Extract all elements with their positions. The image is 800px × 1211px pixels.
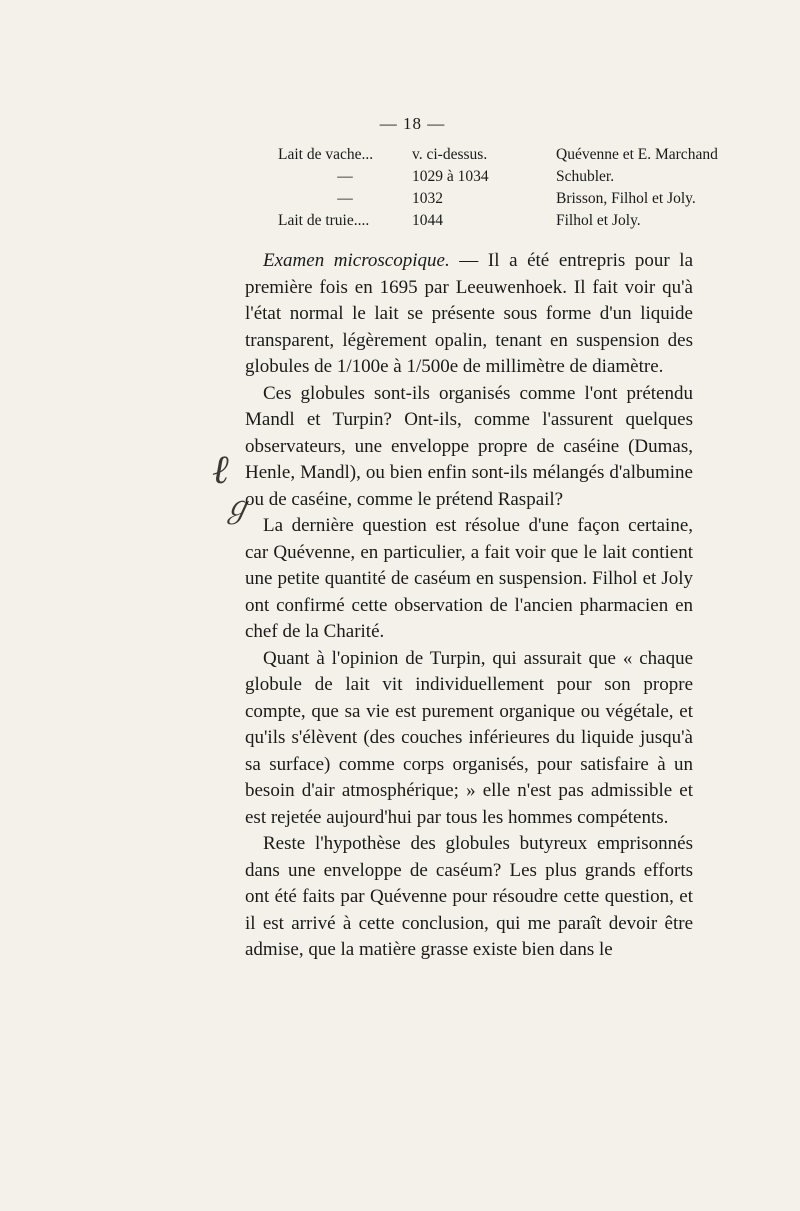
table-cell-subject: — [337,190,353,207]
table-cell-value: 1029 à 1034 [412,168,489,185]
table-cell-subject: Lait de truie.... [278,212,370,229]
body-text [245,248,693,964]
table-cell-author: Schubler. [556,168,615,185]
paragraph: Quant à l'opinion de Turpin, qui assurait que « chaque globule de lait vit individuellement pour son propre compte, que sa vie est purement organique ou végétale, et qu'ils s'élèvent (des couches inférieures du liquide jusqu'à sa surface) comme corps organisés, pour satisfaire à un besoin d'air atmosphérique; » elle n'est pas admissible et est rejetée aujourd'hui par tous les hommes compétents. [245,647,693,828]
page-number: — 18 — [379,114,446,133]
table-row [278,164,726,186]
paragraph: La dernière question est résolue d'une façon certaine, car Quévenne, en particulier, a fait voir que le lait contient une petite quantité de caséum en suspension. Filhol et Joly ont confirmé cette observation de l'ancien pharmacien en chef de la Charité. [245,515,693,642]
table-cell-value: v. ci-dessus. [412,146,488,163]
table-cell-author: Brisson, Filhol et Joly. [556,190,696,207]
table-cell-author: Filhol et Joly. [556,212,641,229]
paragraph [245,248,693,381]
paragraph: Reste l'hypothèse des globules butyreux emprisonnés dans une enveloppe de caséum? Les plus grands efforts ont été faits par Quévenne pour résoudre cette question, et il est arrivé à cette conclusion, qui me paraît devoir être admise, que la matière grasse existe bien dans le [245,833,693,960]
table-cell-author: Quévenne et E. Marchand [556,146,718,163]
density-table [278,142,726,230]
table-row [278,186,726,208]
table-cell-subject: Lait de vache... [278,146,374,163]
table-cell-value: 1032 [412,190,443,207]
table-row [278,208,726,230]
paragraph-text: — Il a été entrepris pour la première fois en 1695 par Leeuwenhoek. Il fait voir qu'à l'état normal le lait se présente sous forme d'un liquide transparent, légèrement opalin, tenant en suspension des globules de 1/100e à 1/500e de millimètre de diamètre. [245,250,693,377]
table-cell-value: 1044 [412,212,443,229]
section-lead: Examen microscopique. [263,250,450,271]
table-cell-subject: — [337,168,353,185]
margin-annotation: ℊ [222,490,252,525]
paragraph: Ces globules sont-ils organisés comme l'ont prétendu Mandl et Turpin? Ont-ils, comme l'assurent quelques observateurs, une enveloppe propre de caséine (Dumas, Henle, Mandl), ou bien enfin sont-ils mélangés d'albumine ou de caséine, comme le prétend Raspail? [245,382,693,510]
table-row [278,142,726,164]
margin-annotation: ℓ [212,447,229,493]
